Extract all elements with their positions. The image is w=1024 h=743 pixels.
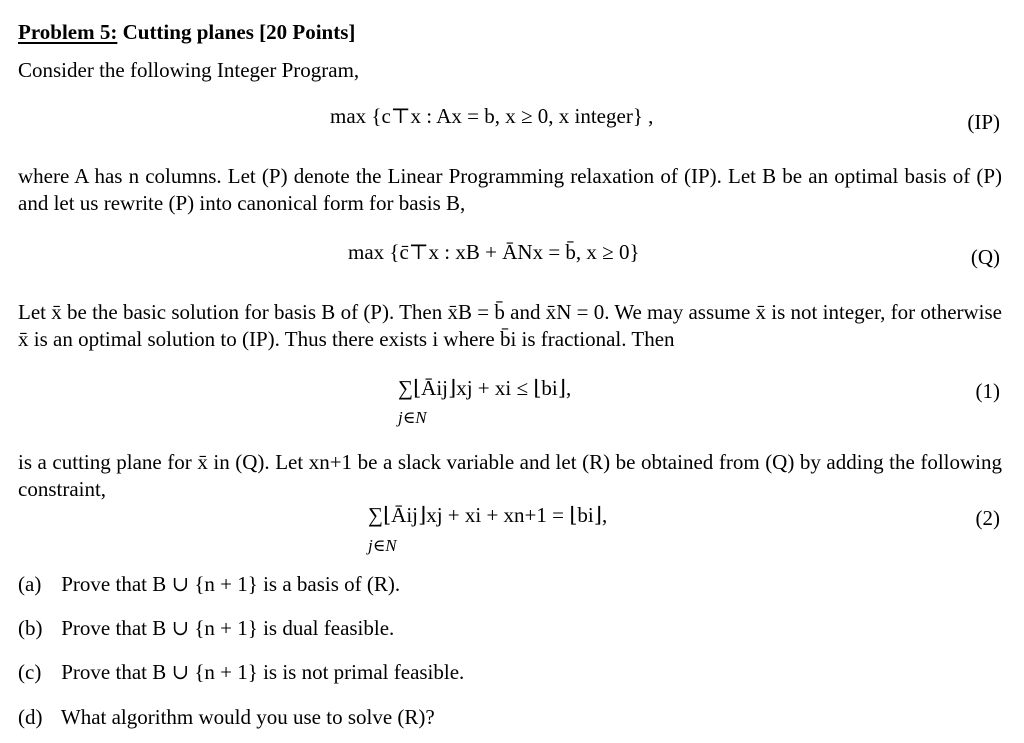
equation-ip-tag: (IP) <box>967 110 1000 134</box>
equation-q-expr: max {c̄⊤x : xB + ĀNx = b̄, x ≥ 0} <box>348 240 640 264</box>
equation-1-expr: ∑⌊Āij⌋xj + xi ≤ ⌊bi⌋, <box>398 376 572 400</box>
equation-ip-expr: max {c⊤x : Ax = b, x ≥ 0, x integer} , <box>330 104 654 128</box>
equation-2-tag: (2) <box>975 506 1000 530</box>
question-text: What algorithm would you use to solve (R)? <box>60 705 435 729</box>
question-item-d <box>18 705 435 730</box>
question-item-b <box>18 616 394 641</box>
equation-1 <box>398 376 571 401</box>
question-text: Prove that B ∪ {n + 1} is is not primal feasible. <box>61 660 465 684</box>
question-text: Prove that B ∪ {n + 1} is dual feasible. <box>61 616 395 640</box>
equation-q <box>348 240 640 265</box>
paragraph-cutting-plane: is a cutting plane for x̄ in (Q). Let xn+1 be a slack variable and let (R) be obtained from (Q) by adding the following constraint, <box>18 450 1002 501</box>
paragraph-basic-solution: Let x̄ be the basic solution for basis B of (P). Then x̄B = b̄ and x̄N = 0. We may assume x̄ is not integer, for otherwise x̄ is an optimal solution to (IP). Thus there exists i where b̄i is fractional. Then <box>18 300 1002 351</box>
problem-title <box>18 20 355 45</box>
equation-2-expr: ∑⌊Āij⌋xj + xi + xn+1 = ⌊bi⌋, <box>368 503 608 527</box>
question-item-a <box>18 572 400 597</box>
question-label: (c) <box>18 660 42 684</box>
question-item-c <box>18 660 464 685</box>
equation-q-tag: (Q) <box>970 245 1000 269</box>
question-text: Prove that B ∪ {n + 1} is a basis of (R). <box>61 572 401 596</box>
equation-2-sum-index: j∈N <box>368 536 397 555</box>
intro-text: Consider the following Integer Program, <box>18 58 360 82</box>
paragraph-relaxation: where A has n columns. Let (P) denote the Linear Programming relaxation of (IP). Let B be an optimal basis of (P) and let us rewrite (P) into canonical form for basis B, <box>18 164 1002 215</box>
equation-2 <box>368 503 607 528</box>
equation-ip <box>330 104 653 129</box>
question-label: (b) <box>18 616 43 640</box>
problem-number: Problem 5: <box>18 20 118 44</box>
equation-1-tag: (1) <box>975 379 1000 403</box>
question-label: (d) <box>18 705 43 729</box>
equation-1-sum-index: j∈N <box>398 408 427 427</box>
problem-heading: Cutting planes [20 Points] <box>122 20 356 44</box>
question-label: (a) <box>18 572 42 596</box>
